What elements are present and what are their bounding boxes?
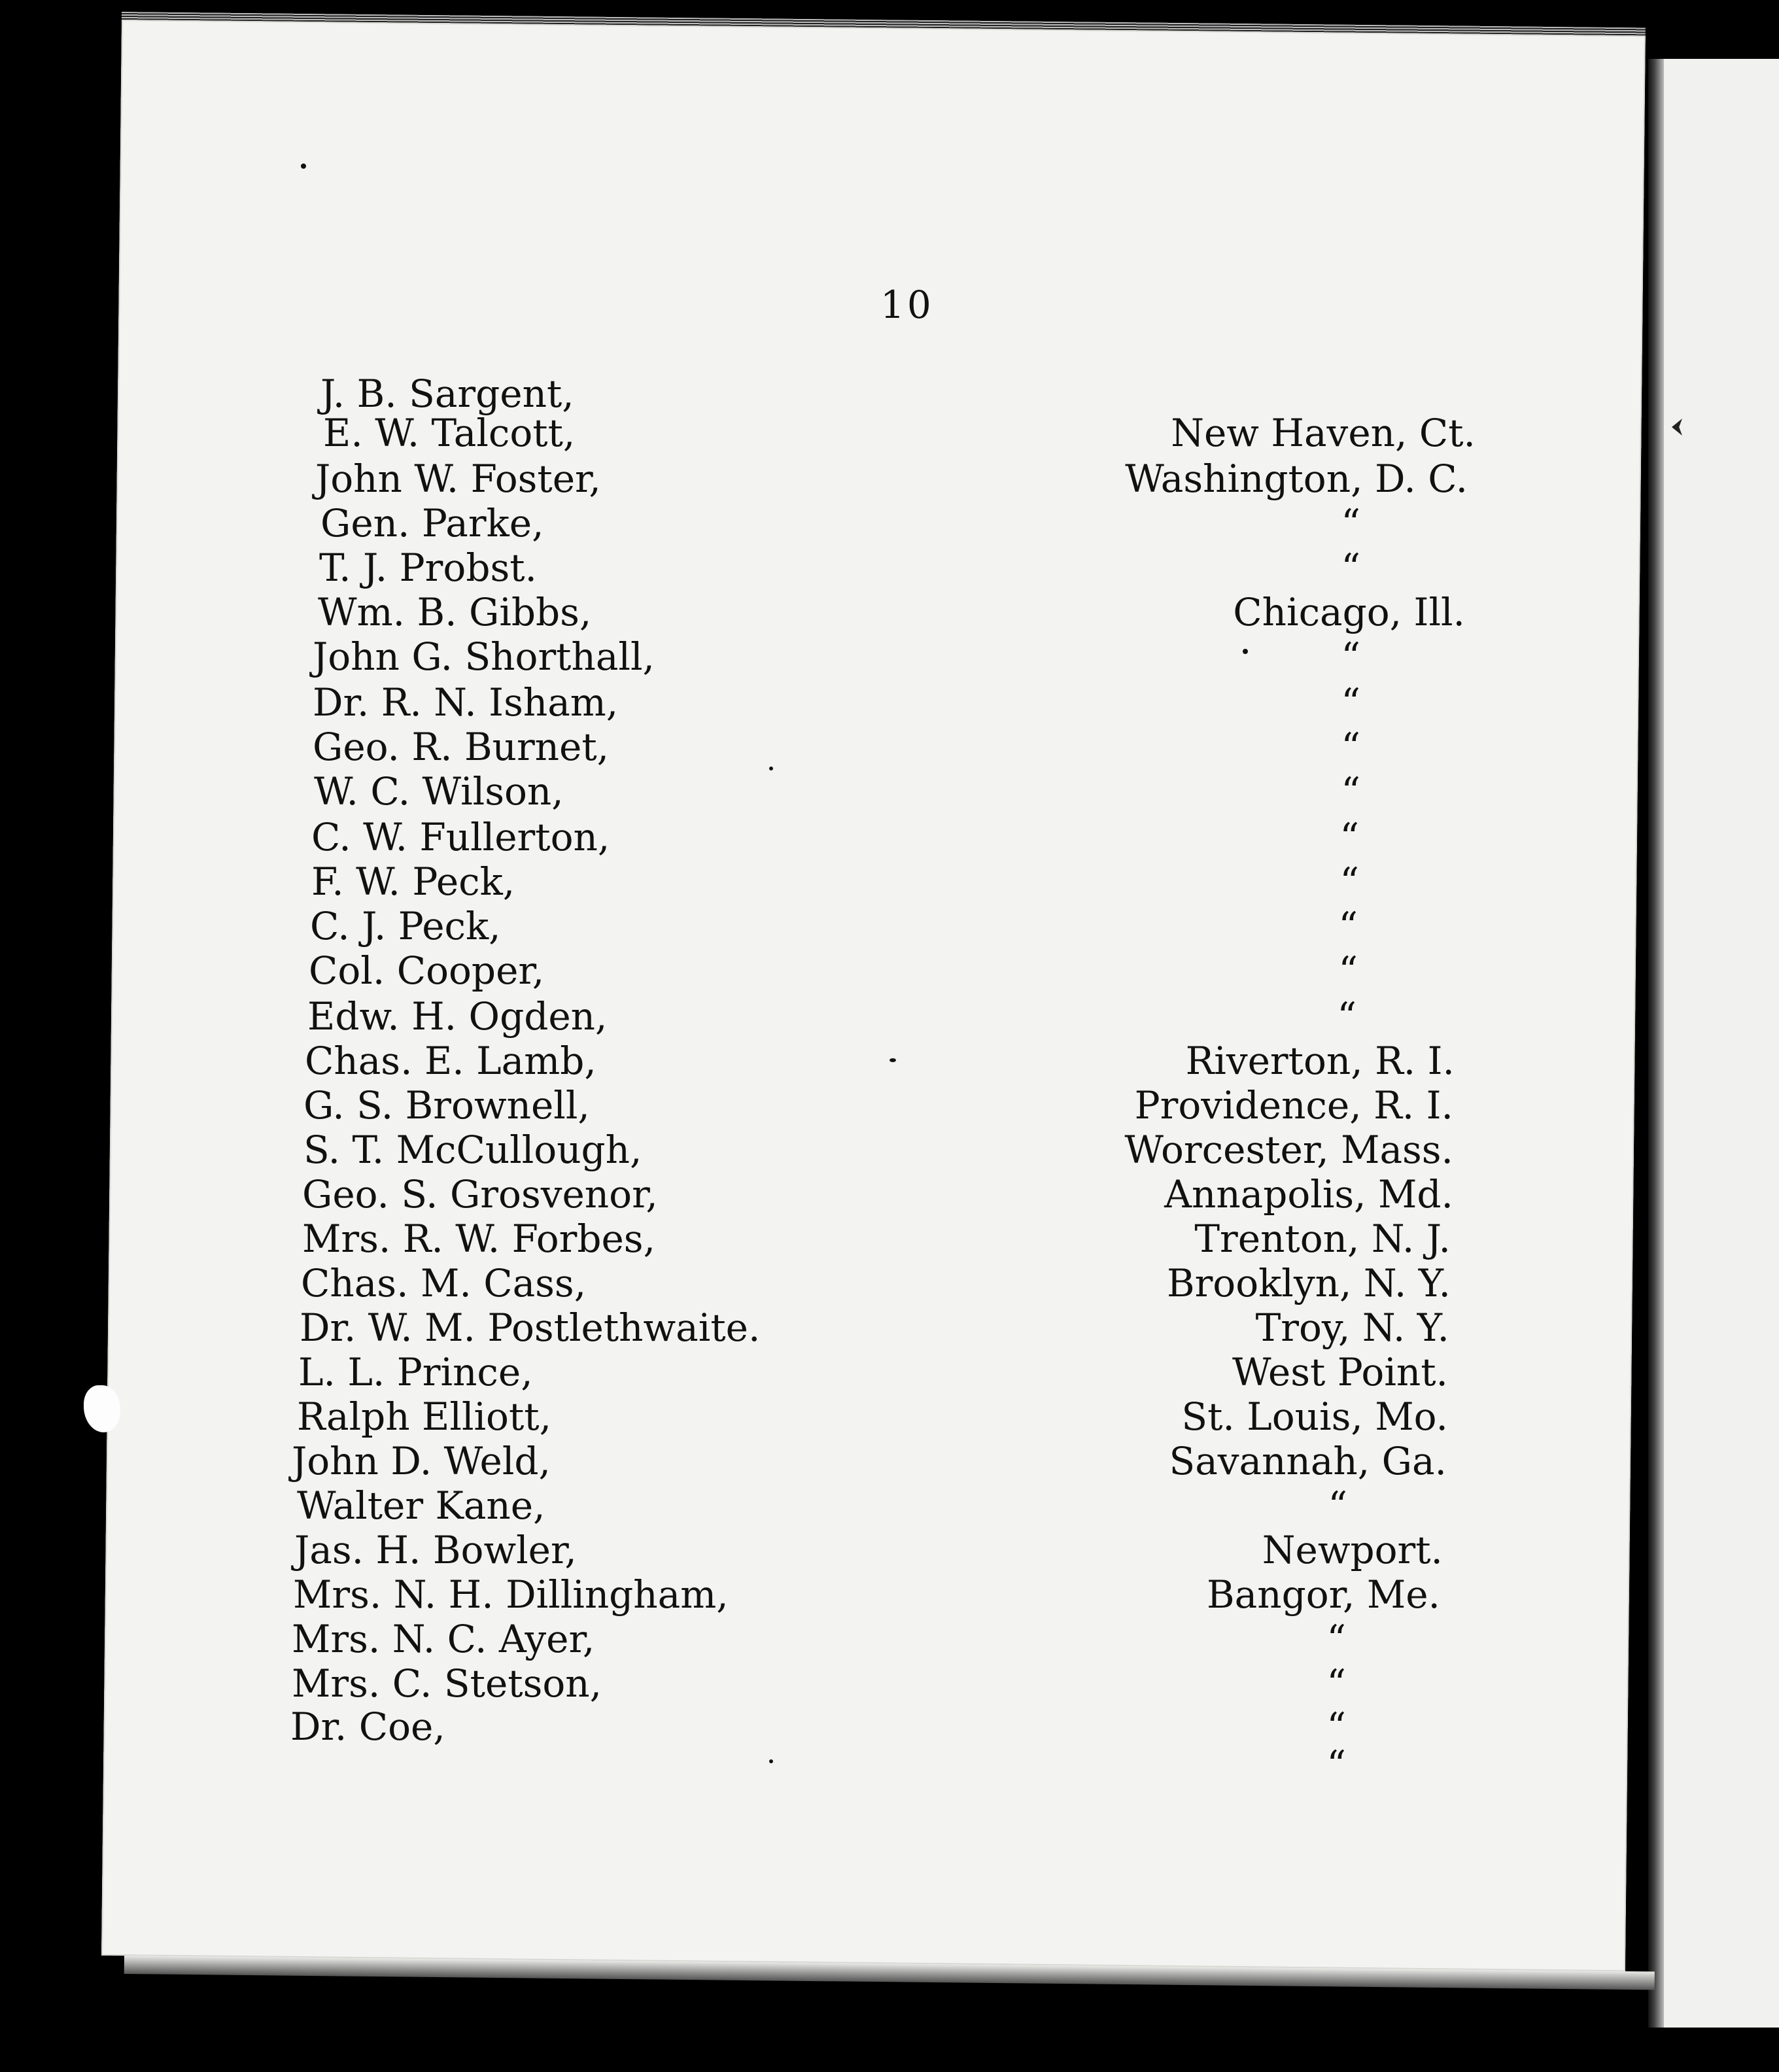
entry-name: F. W. Peck, bbox=[311, 859, 515, 904]
entry-place: “ bbox=[1338, 948, 1358, 993]
entry-place: Worcester, Mass. bbox=[1124, 1128, 1453, 1172]
entry-name: Col. Cooper, bbox=[309, 948, 545, 993]
entry-place: Savannah, Ga. bbox=[1169, 1439, 1447, 1483]
entry-name: Mrs. R. W. Forbes, bbox=[302, 1217, 656, 1261]
entry-name: Ralph Elliott, bbox=[297, 1394, 552, 1439]
list-item bbox=[0, 994, 1779, 1039]
entry-name: Mrs. N. C. Ayer, bbox=[292, 1617, 595, 1661]
entry-place: “ bbox=[1338, 904, 1358, 948]
entry-name: L. L. Prince, bbox=[298, 1350, 533, 1394]
list-item bbox=[0, 1305, 1779, 1350]
list-item bbox=[0, 859, 1779, 904]
list-item bbox=[0, 1217, 1779, 1261]
list-item bbox=[0, 1039, 1779, 1083]
entry-place: Bangor, Me. bbox=[1207, 1572, 1440, 1617]
list-item bbox=[0, 1528, 1779, 1572]
entry-name: C. J. Peck, bbox=[310, 904, 501, 948]
entry-name: Walter Kane, bbox=[297, 1483, 545, 1528]
entry-name: Geo. S. Grosvenor, bbox=[302, 1172, 658, 1217]
list-item bbox=[0, 1617, 1779, 1661]
entry-name: T. J. Probst. bbox=[319, 545, 537, 590]
list-item bbox=[0, 815, 1779, 859]
entry-name: Chas. E. Lamb, bbox=[305, 1039, 596, 1083]
entry-place: Chicago, Ill. bbox=[1233, 590, 1465, 634]
list-item bbox=[0, 904, 1779, 948]
entry-place: Troy, N. Y. bbox=[1255, 1305, 1449, 1350]
entry-name: Jas. H. Bowler, bbox=[294, 1528, 577, 1572]
entry-name: John G. Shorthall, bbox=[313, 634, 655, 679]
list-item bbox=[0, 948, 1779, 993]
list-item bbox=[0, 1483, 1779, 1528]
entry-name: Mrs. C. Stetson, bbox=[292, 1661, 602, 1706]
entry-place: “ bbox=[1328, 1483, 1347, 1528]
entry-place: West Point. bbox=[1232, 1350, 1448, 1394]
entry-name: Wm. B. Gibbs, bbox=[318, 590, 592, 634]
entry-place: “ bbox=[1341, 680, 1360, 725]
entry-name: Chas. M. Cass, bbox=[301, 1261, 587, 1305]
entry-place: “ bbox=[1339, 859, 1359, 904]
list-item bbox=[0, 1083, 1779, 1128]
entry-name: Mrs. N. H. Dillingham, bbox=[293, 1572, 729, 1617]
list-item bbox=[0, 1742, 1779, 1787]
list-item bbox=[0, 1439, 1779, 1483]
list-item bbox=[0, 1172, 1779, 1217]
entry-name: Geo. R. Burnet, bbox=[313, 725, 610, 769]
list-item bbox=[0, 680, 1779, 725]
entry-place: “ bbox=[1341, 725, 1360, 769]
entry-place: Trenton, N. J. bbox=[1194, 1217, 1451, 1261]
entry-place: Newport. bbox=[1262, 1528, 1443, 1572]
list-item bbox=[0, 1394, 1779, 1439]
list-item bbox=[0, 1350, 1779, 1394]
entry-name: G. S. Brownell, bbox=[303, 1083, 590, 1128]
page-number: 10 bbox=[880, 283, 934, 327]
entry-place: “ bbox=[1326, 1617, 1346, 1661]
list-item bbox=[0, 501, 1779, 545]
entry-place: Riverton, R. I. bbox=[1185, 1039, 1455, 1083]
list-item bbox=[0, 411, 1779, 455]
entry-place: “ bbox=[1326, 1661, 1346, 1706]
entry-name: Dr. R. N. Isham, bbox=[313, 680, 619, 725]
entry-name: John D. Weld, bbox=[292, 1439, 551, 1483]
entry-name: J. B. Sargent, bbox=[320, 371, 574, 416]
entry-place: “ bbox=[1337, 994, 1356, 1039]
entry-place: “ bbox=[1326, 1742, 1346, 1787]
list-item bbox=[0, 1128, 1779, 1172]
entry-place: “ bbox=[1341, 769, 1360, 814]
entry-place: New Haven, Ct. bbox=[1171, 411, 1476, 455]
list-item bbox=[0, 725, 1779, 769]
entry-name: S. T. McCullough, bbox=[303, 1128, 642, 1172]
list-item bbox=[0, 1572, 1779, 1617]
entry-place: Annapolis, Md. bbox=[1164, 1172, 1453, 1217]
entry-place: “ bbox=[1326, 1704, 1346, 1749]
list-item bbox=[0, 545, 1779, 590]
entry-place: Providence, R. I. bbox=[1134, 1083, 1453, 1128]
entry-place: “ bbox=[1339, 815, 1359, 859]
list-item bbox=[0, 769, 1779, 814]
entry-name: W. C. Wilson, bbox=[314, 769, 564, 814]
list-item bbox=[0, 634, 1779, 679]
list-item bbox=[0, 371, 1779, 416]
entry-name: Dr. W. M. Postlethwaite. bbox=[300, 1305, 761, 1350]
entry-place: St. Louis, Mo. bbox=[1181, 1394, 1448, 1439]
entry-place: “ bbox=[1341, 634, 1360, 679]
entry-place: “ bbox=[1341, 545, 1360, 590]
entry-name: Gen. Parke, bbox=[320, 501, 544, 545]
entry-name: C. W. Fullerton, bbox=[311, 815, 610, 859]
list-item bbox=[0, 1661, 1779, 1706]
entry-name: John W. Foster, bbox=[315, 457, 601, 501]
list-item bbox=[0, 1261, 1779, 1305]
entry-place: “ bbox=[1341, 501, 1360, 545]
list-item bbox=[0, 590, 1779, 634]
entry-name: Dr. Coe, bbox=[290, 1704, 445, 1749]
entry-name: E. W. Talcott, bbox=[323, 411, 576, 455]
entry-name: Edw. H. Ogden, bbox=[307, 994, 608, 1039]
list-item bbox=[0, 457, 1779, 501]
entry-place: Brooklyn, N. Y. bbox=[1166, 1261, 1451, 1305]
entry-place: Washington, D. C. bbox=[1125, 457, 1468, 501]
